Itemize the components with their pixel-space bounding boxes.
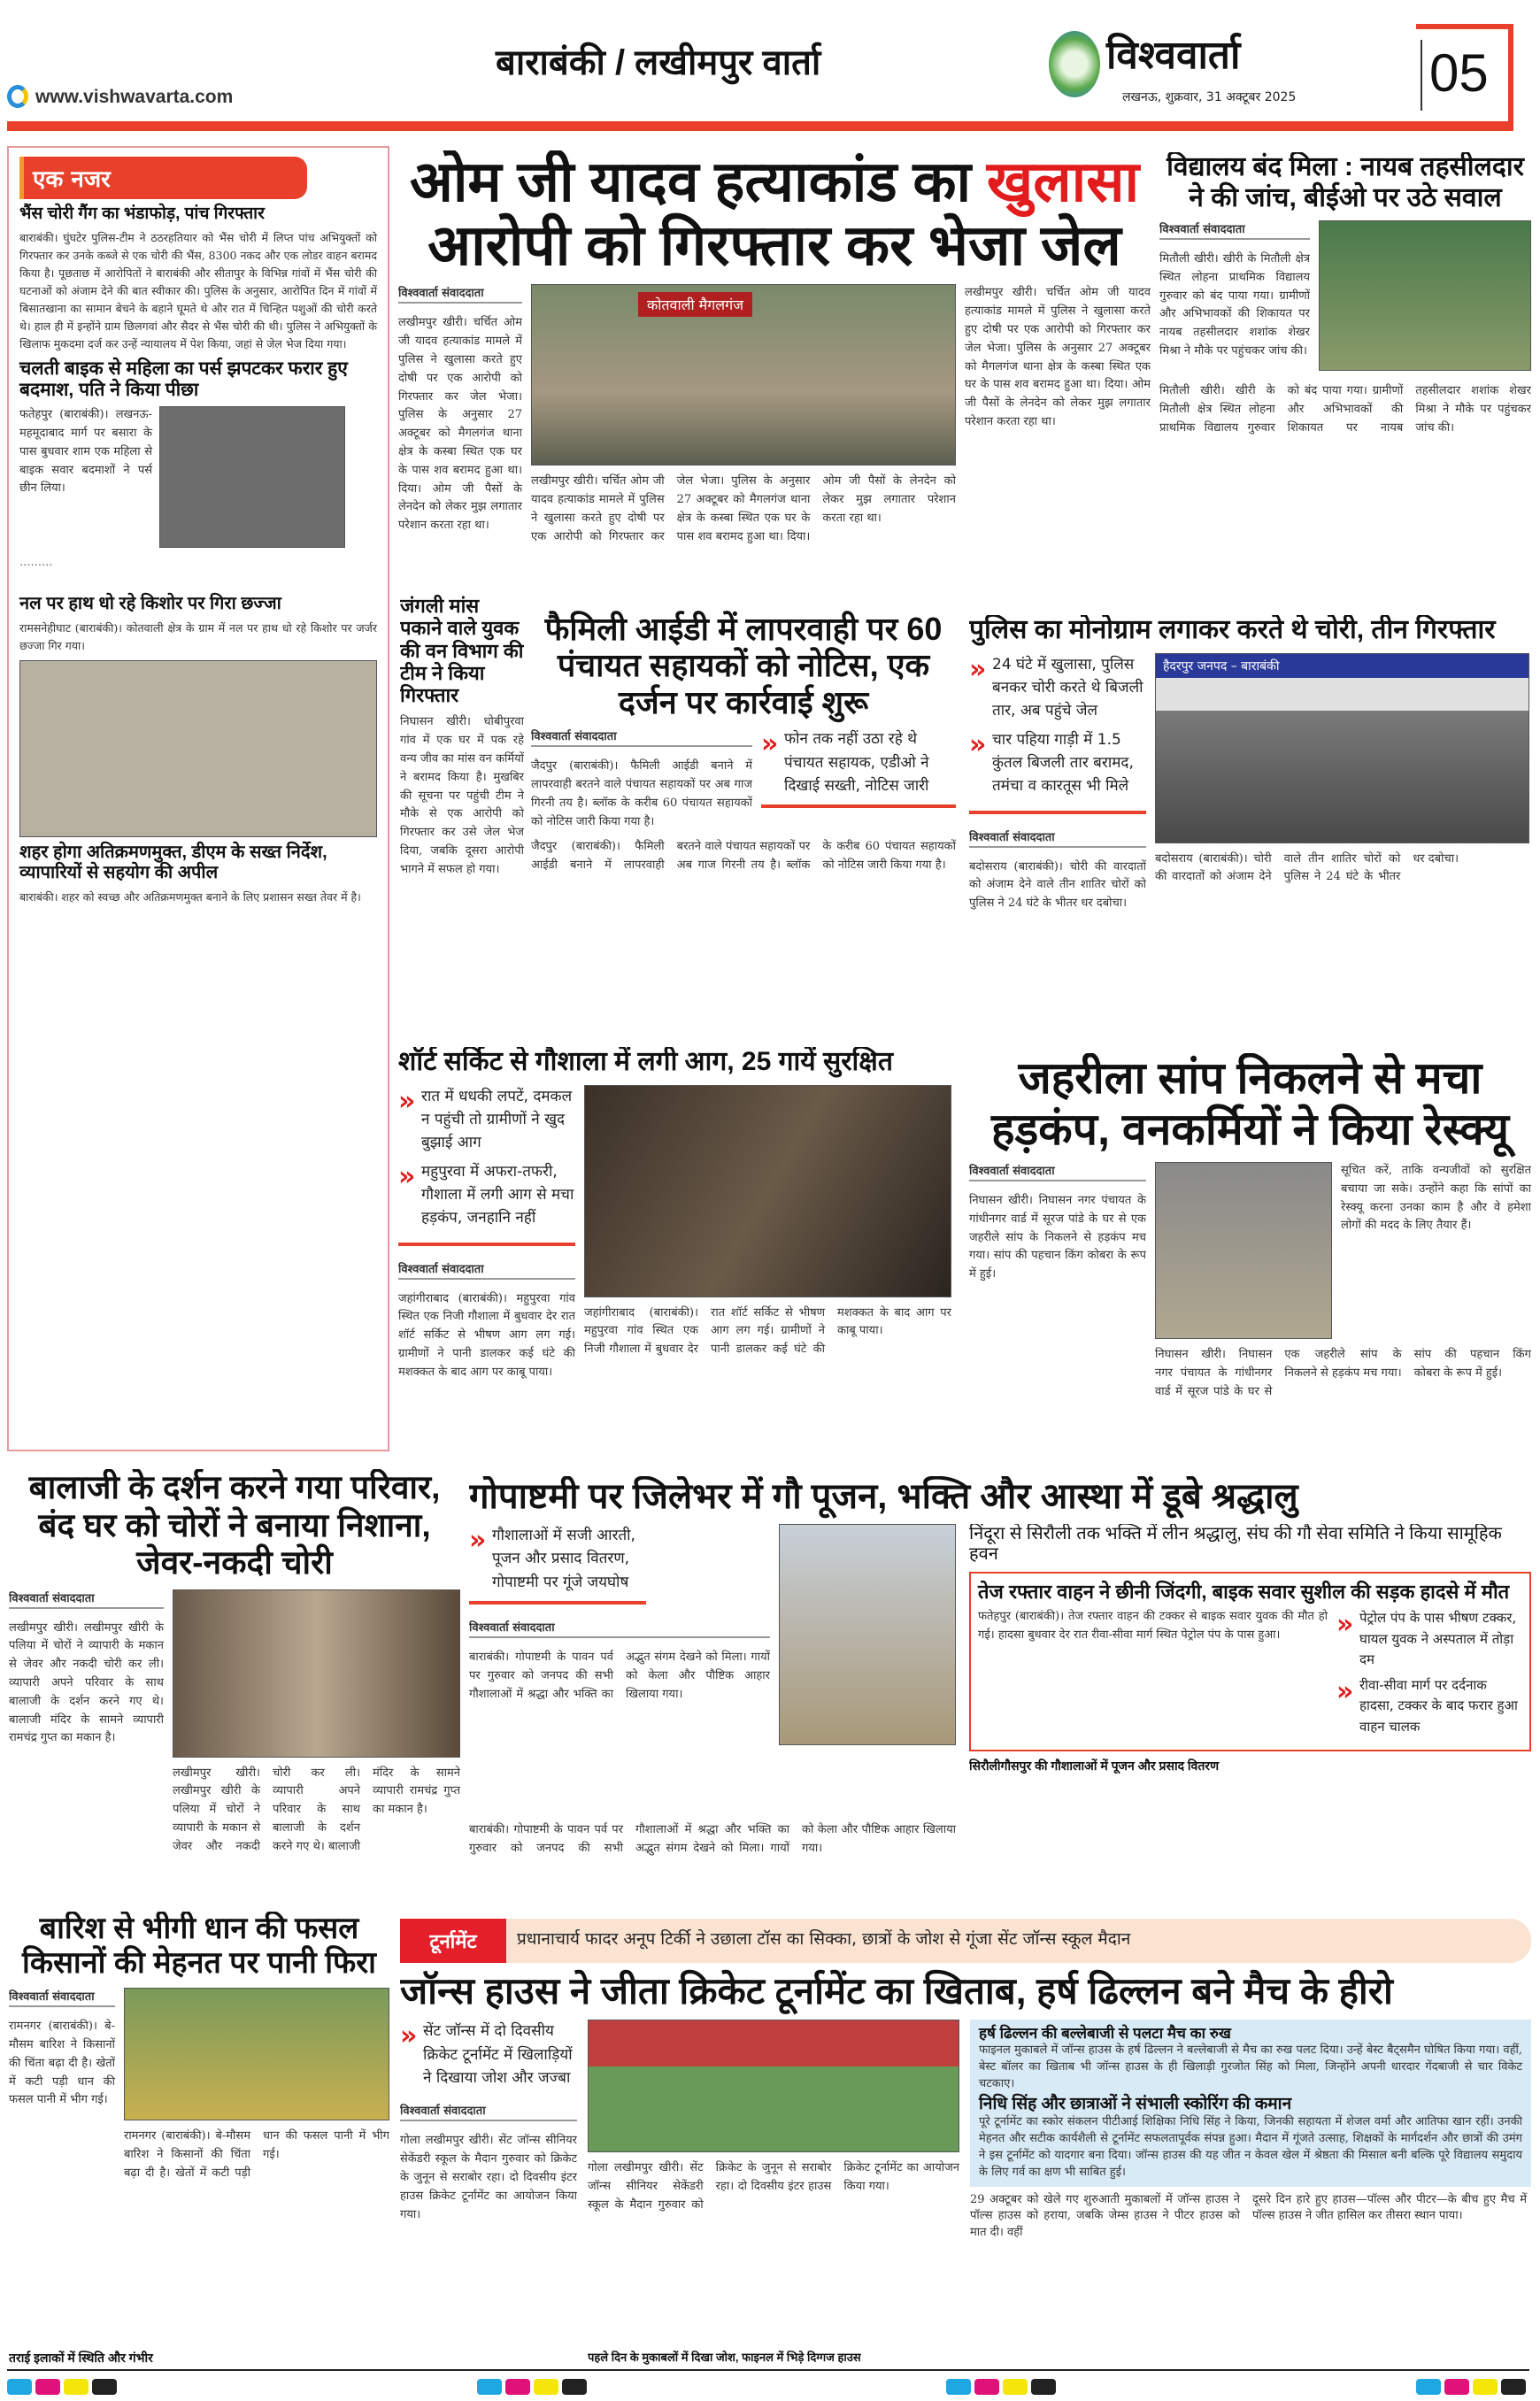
registration-marks	[7, 2379, 1529, 2398]
accident-subhead: सिरौलीगौसपुर की गौशालाओं में पूजन और प्रसाद वितरण	[969, 1758, 1220, 1773]
byline: विश्ववार्ता संवाददाता	[398, 1260, 575, 1280]
color-bar-icon	[477, 2379, 590, 2398]
jungle-story	[400, 595, 524, 1037]
brand-name: विश्ववार्ता	[1106, 34, 1241, 77]
accident-bullet: » पेट्रोल पंप के पास भीषण टक्कर, घायल युवक ने अस्पताल में तोड़ा दम	[1336, 1608, 1518, 1670]
browser-icon	[7, 85, 28, 108]
accident-bullets	[1336, 1608, 1518, 1743]
monogram-body: बदोसराय (बाराबंकी)। चोरी की वारदातों को अंजाम देने वाले तीन शातिर चोरों को पुलिस ने 24 घंटे के भीतर धर दबोचा।	[969, 859, 1146, 911]
balaji-story	[9, 1469, 460, 1883]
snake-body: निघासन खीरी। निघासन नगर पंचायत के गांधीनगर वार्ड में सूरज पांडे के घर से एक जहरीले सांप के निकलने से हड़कंप मच गया। सांप की पहचान किंग कोबरा के रूप में हुई।	[969, 1194, 1146, 1281]
sidebar-story-body: रामसनेहीघाट (बाराबंकी)। कोतवाली क्षेत्र के ग्राम में नल पर हाथ धो रहे किशोर पर जर्जर छज्जा गिर गया।	[19, 621, 377, 653]
gopashtami-story	[469, 1476, 1531, 1883]
snake-story	[969, 1053, 1531, 1451]
photo-banner: हैदरपुर जनपद – बाराबंकी	[1156, 654, 1528, 678]
page-number-frame	[1416, 24, 1513, 121]
snake-headline[interactable]: जहरीला सांप निकलने से मचा हड़कंप, वनकर्मियों ने किया रेस्क्यू	[990, 1053, 1509, 1154]
lead-headline-highlight: खुलासा	[986, 150, 1140, 213]
gopashtami-body: बाराबंकी। गोपाष्टमी के पावन पर्व पर गुरुवार को जनपद की सभी गौशालाओं में श्रद्धा और भक्ति का अद्भुत संगम देखने को मिला। गायों को केला और पौष्टिक आहार खिलाया गया।	[469, 1651, 770, 1701]
tournament-highlight-box	[970, 2020, 1531, 2186]
box-heading: हर्ष ढिल्लन की बल्लेबाजी से पलटा मैच का रुख	[979, 2025, 1231, 2043]
school-headline[interactable]: विद्यालय बंद मिला : नायब तहसीलदार ने की जांच, बीईओ पर उठे सवाल	[1167, 152, 1524, 212]
tournament-subhead: पहले दिन के मुकाबलों में दिखा जोश, फाइनल में भिड़े दिग्गज हाउस	[588, 2351, 861, 2365]
family-id-headline[interactable]: फैमिली आईडी में लापरवाही पर 60 पंचायत सहायकों को नोटिस, एक दर्जन पर कार्रवाई शुरू	[544, 611, 943, 720]
byline: विश्ववार्ता संवाददाता	[400, 2102, 577, 2121]
school-intro	[1159, 220, 1310, 375]
gopashtami-bullet: » गौशालाओं में सजी आरती, पूजन और प्रसाद वितरण, गोपाष्टमी पर गूंजे जयघोष	[469, 1524, 646, 1605]
tournament-headline[interactable]: जॉन्स हाउस ने जीता क्रिकेट टूर्नामेंट का खिताब, हर्ष ढिल्लन बने मैच के हीरो	[400, 1970, 1393, 2012]
tournament-story	[400, 1919, 1531, 2365]
goshala-fire-photo	[584, 1085, 951, 1297]
monogram-bullets	[969, 653, 1146, 814]
monogram-story	[969, 615, 1531, 1035]
lead-body: लखीमपुर खीरी। चर्चित ओम जी यादव हत्याकांड मामले में पुलिस ने खुलासा करते हुए दोषी पर एक आरोपी को गिरफ्तार कर जेल भेजा। पुलिस के अनुसार 27 अक्टूबर को मैगलगंज थाना क्षेत्र के कस्बा स्थित एक घर के पास शव बरामद हुआ था। दिया। ओम जी पैसों के लेनदेन को लेकर मुझ लगातार परेशान करता रहा था।	[398, 316, 522, 533]
sidebar-story-body: बाराबंकी। घुंघटेर पुलिस-टीम ने ठठरहतियार को भैंस चोरी में लिप्त पांच अभियुक्तों को गिरफ्तार कर उनके कब्जे से एक चोरी की भैंस, 8300 नकद और एक लोडर वाहन बरामद किया है। पूछताछ में आरोपितों ने बाराबंकी और सीतापुर के विभिन्न गांवों में भैंस चोरी की घटनाओं को अंजाम देने की बात स्वीकार की। पुलिस के अनुसार, आरोपित दिन में गांवों में बिसातखाना का सामान बेचने के बहाने घूमते थे और रात में चिन्हित पशुओं की चोरी करते थे। हाल ही में इन्होंने ग्राम छिलगवां और सैदर से भैंस चोरी की थी। पुलिस ने अभियुक्तों के खिलाफ मुकदमा दर्ज कर उन्हें न्यायालय में पेश किया, जहां से जेल भेज दिया गया।	[19, 230, 377, 350]
goshala-story	[398, 1047, 960, 1450]
tournament-end-col2: दूसरे दिन हारे हुए हाउस—पॉल्स और पीटर—के बीच हुए मैच में पॉल्स हाउस ने जीत हासिल कर तीसरा स्थान पाया।	[1252, 2192, 1527, 2223]
lead-photo	[531, 284, 956, 466]
dateline: लखनऊ, शुक्रवार, 31 अक्टूबर 2025	[1122, 90, 1297, 104]
monogram-body-lower: बदोसराय (बाराबंकी)। चोरी की वारदातों को अंजाम देने वाले तीन शातिर चोरों को पुलिस ने 24 घंटे के भीतर धर दबोचा।	[1155, 851, 1459, 884]
byline: विश्ववार्ता संवाददाता	[969, 828, 1146, 848]
accident-headline[interactable]: तेज रफ्तार वाहन ने छीनी जिंदगी, बाइक सवार सुशील की सड़क हादसे में मौत	[978, 1581, 1510, 1603]
balaji-body: लखीमपुर खीरी। लखीमपुर खीरी के पलिया में चोरों ने व्यापारी के मकान से जेवर और नकदी चोरी कर ली। व्यापारी अपने परिवार के साथ बालाजी के दर्शन करने गए थे। बालाजी मंदिर के सामने व्यापारी रामचंद्र गुप्त का मकान है।	[9, 1620, 164, 1745]
goshala-bullet: » महुपुरवा में अफरा-तफरी, गौशाला में लगी आग से मचा हड़कंप, जनहानि नहीं	[398, 1160, 575, 1230]
paddy-footer: तराई इलाकों में स्थिति और गंभीर	[9, 2350, 153, 2365]
accident-box	[969, 1572, 1531, 1751]
balaji-body-lower: लखीमपुर खीरी। लखीमपुर खीरी के पलिया में चोरों ने व्यापारी के मकान से जेवर और नकदी चोरी कर ली। व्यापारी अपने परिवार के साथ बालाजी के दर्शन करने गए थे। बालाजी मंदिर के सामने व्यापारी रामचंद्र गुप्त का मकान है।	[173, 1766, 460, 1853]
snake-body-right: सूचित करें, ताकि वन्यजीवों को सुरक्षित बचाया जा सके। उन्होंने कहा कि सांपों का रेस्क्यू करना उनका काम है और वे हमेशा लोगों की मदद के लिए तैयार हैं।	[1341, 1164, 1531, 1233]
color-bar-icon	[1416, 2379, 1529, 2398]
gopashtami-subhead: निंदूरा से सिरौली तक भक्ति में लीन श्रद्धालु, संघ की गौ सेवा समिति ने किया सामूहिक हवन	[969, 1524, 1502, 1564]
sidebar-photo	[19, 660, 377, 837]
paddy-photo	[124, 1988, 389, 2120]
gopashtami-body-lower: बाराबंकी। गोपाष्टमी के पावन पर्व पर गुरुवार को जनपद की सभी गौशालाओं में श्रद्धा और भक्ति का अद्भुत संगम देखने को मिला। गायों को केला और पौष्टिक आहार खिलाया गया।	[469, 1823, 956, 1855]
goshala-bullets	[398, 1085, 575, 1246]
sidebar-at-a-glance	[7, 146, 389, 1451]
box-para: पूरे टूर्नामेंट का स्कोर संकलन पीटीआई शिक्षिका निधि सिंह ने किया, जिनकी सहायता में शेजल वर्मा और आतिफा खान रहीं। उनकी मेहनत और सटीक कार्यशैली से टूर्नामेंट सफलतापूर्वक संपन्न हुआ। मैदान में गूंजते उत्साह, शिक्षकों के मार्गदर्शन और छात्रों की उमंग ने इस टूर्नामेंट को यादगार बना दिया। जॉन्स हाउस की यह जीत न केवल खेल में श्रेष्ठता की मिसाल बनी बल्कि पूरे विद्यालय समुदाय के लिए गर्व का क्षण भी साबित हुई।	[979, 2115, 1522, 2179]
lead-body-right: लखीमपुर खीरी। चर्चित ओम जी यादव हत्याकांड मामले में पुलिस ने खुलासा करते हुए दोषी पर एक आरोपी को गिरफ्तार कर जेल भेजा। पुलिस के अनुसार 27 अक्टूबर को मैगलगंज थाना क्षेत्र के कस्बा स्थित एक घर के पास शव बरामद हुआ था। दिया। ओम जी पैसों के लेनदेन को लेकर मुझ लगातार परेशान करता रहा था।	[965, 286, 1151, 428]
monogram-bullet: » 24 घंटे में खुलासा, पुलिस बनकर चोरी करते थे बिजली तार, अब पहुंचे जेल	[969, 653, 1146, 723]
tournament-tag: टूर्नामेंट	[400, 1919, 506, 1963]
tournament-end-col1: 29 अक्टूबर को खेले गए शुरुआती मुकाबलों में जॉन्स हाउस ने पॉल्स हाउस को हराया, जबकि जेम्स हाउस ने पीटर हाउस को मात दी। वहीं	[970, 2192, 1240, 2240]
jungle-body: निघासन खीरी। धोबीपुरवा गांव में एक घर में पक रहे वन्य जीव का मांस वन कर्मियों ने बरामद किया है। मुखबिर की सूचना पर पहुंची टीम ने मौके से एक आरोपी को गिरफ्तार कर उसे जेल भेज दिया, जबकि दूसरा आरोपी भागने में सफल हो गया।	[400, 715, 524, 876]
byline: विश्ववार्ता संवाददाता	[469, 1619, 770, 1638]
accident-bullet: » रीवा-सीवा मार्ग पर दर्दनाक हादसा, टक्कर के बाद फरार हुआ वाहन चालक	[1336, 1675, 1518, 1737]
family-id-left	[531, 727, 752, 831]
masthead	[0, 0, 1540, 133]
bottom-rule	[7, 2369, 1529, 2371]
cricket-photo	[588, 2020, 959, 2152]
brand-logo-icon	[1049, 31, 1100, 97]
sidebar-label: एक नजर	[19, 157, 307, 199]
school-photo	[1319, 220, 1531, 371]
section-title: बाराबंकी / लखीमपुर वार्ता	[496, 43, 821, 82]
sidebar-story-title[interactable]: चलती बाइक से महिला का पर्स झपटकर फरार हुए बदमाश, पति ने किया पीछा	[19, 358, 348, 400]
paddy-body-lower: रामनगर (बाराबंकी)। बे-मौसम बारिश ने किसानों की चिंता बढ़ा दी है। खेतों में कटी पड़ी धान की फसल पानी में भीग गई।	[124, 2129, 389, 2180]
page-number: 05	[1429, 43, 1489, 103]
gopashtami-headline[interactable]: गोपाष्टमी पर जिलेभर में गौ पूजन, भक्ति और आस्था में डूबे श्रद्धालु	[469, 1477, 1298, 1516]
paddy-col	[9, 1988, 115, 2343]
color-bar-icon	[7, 2379, 120, 2398]
cctv-photo	[159, 406, 345, 548]
byline: विश्ववार्ता संवाददाता	[9, 1988, 115, 2007]
balaji-col	[9, 1589, 164, 1883]
tournament-bullet: » सेंट जॉन्स में दो दिवसीय क्रिकेट टूर्नामेंट में खिलाड़ियों ने दिखाया जोश और जज्बा	[400, 2020, 577, 2089]
family-id-story	[531, 611, 956, 1035]
byline: विश्ववार्ता संवाददाता	[1159, 220, 1310, 240]
tournament-body: गोला लखीमपुर खीरी। सेंट जॉन्स सीनियर सेकेंडरी स्कूल के मैदान गुरुवार को क्रिकेट के जुनून से सराबोर रहा। दो दिवसीय इंटर हाउस क्रिकेट टूर्नामेंट का आयोजन किया गया।	[400, 2134, 577, 2221]
lead-body-lower: लखीमपुर खीरी। चर्चित ओम जी यादव हत्याकांड मामले में पुलिस ने खुलासा करते हुए दोषी पर एक आरोपी को गिरफ्तार कर जेल भेजा। पुलिस के अनुसार 27 अक्टूबर को मैगलगंज थाना क्षेत्र के कस्बा स्थित एक घर के पास शव बरामद हुआ था। दिया। ओम जी पैसों के लेनदेन को लेकर मुझ लगातार परेशान करता रहा था।	[531, 474, 956, 543]
goshala-headline[interactable]: शॉर्ट सर्किट से गौशाला में लगी आग, 25 गायें सुरक्षित	[398, 1047, 893, 1076]
jungle-headline[interactable]: जंगली मांस पकाने वाले युवक की वन विभाग की टीम ने किया गिरफ्तार	[400, 595, 524, 707]
website-url[interactable]: www.vishwavarta.com	[35, 87, 234, 107]
lead-headline-line2: आरोपी को गिरफ्तार कर भेजा जेल	[427, 212, 1121, 277]
monogram-bullet: » चार पहिया गाड़ी में 1.5 कुंतल बिजली तार बरामद, तमंचा व कारतूस भी मिले	[969, 728, 1146, 798]
goshala-bullet: » रात में धधकी लपटें, दमकल न पहुंची तो ग्रामीणों ने खुद बुझाई आग	[398, 1085, 575, 1155]
goshala-body-lower: जहांगीराबाद (बाराबंकी)। महुपुरवा गांव स्थित एक निजी गौशाला में बुधवार देर रात शॉर्ट सर्किट से भीषण आग लग गई। ग्रामीणों ने पानी डालकर कई घंटे की मशक्कत के बाद आग पर काबू पाया।	[584, 1305, 951, 1357]
paddy-story	[9, 1912, 389, 2365]
sidebar-story-title[interactable]: नल पर हाथ धो रहे किशोर पर गिरा छज्जा	[19, 594, 281, 614]
tournament-kicker: प्रधानाचार्य फादर अनूप टिर्की ने उछाला टॉस का सिक्का, छात्रों के जोश से गूंजा सेंट जॉन्स स्कूल मैदान	[517, 1929, 1131, 1949]
cow-worship-photo	[779, 1524, 956, 1745]
balaji-photo	[173, 1589, 460, 1758]
lead-headline[interactable]	[398, 150, 1151, 277]
tournament-kicker-bar	[400, 1919, 1531, 1963]
byline: विश्ववार्ता संवाददाता	[969, 1162, 1146, 1181]
family-id-body: जैदपुर (बाराबंकी)। फैमिली आईडी बनाने में लापरवाही बरतने वाले पंचायत सहायकों पर अब गाज गिरनी तय है। ब्लॉक के करीब 60 पंचायत सहायकों को नोटिस जारी किया गया है।	[531, 759, 752, 828]
family-id-bullet: » फोन तक नहीं उठा रहे थे पंचायत सहायक, एडीओ ने दिखाई सख्ती, नोटिस जारी	[761, 727, 956, 808]
tournament-body-lower: गोला लखीमपुर खीरी। सेंट जॉन्स सीनियर सेकेंडरी स्कूल के मैदान गुरुवार को क्रिकेट के जुनून से सराबोर रहा। दो दिवसीय इंटर हाउस क्रिकेट टूर्नामेंट का आयोजन किया गया।	[588, 2161, 959, 2212]
school-body-lower: मितौली खीरी। खीरी के मितौली क्षेत्र स्थित लोहना प्राथमिक विद्यालय गुरुवार को बंद पाया गया। ग्रामीणों और अभिभावकों की शिकायत पर नायब तहसीलदार शशांक शेखर मिश्रा ने मौके पर पहुंचकर जांच की।	[1159, 384, 1531, 435]
sidebar-story-title[interactable]: शहर होगा अतिक्रमणमुक्त, डीएम के सख्त निर्देश, व्यापारियों से सहयोग की अपील	[19, 843, 327, 883]
byline: विश्ववार्ता संवाददाता	[531, 727, 752, 747]
header-rule	[7, 121, 1513, 131]
byline: विश्ववार्ता संवाददाता	[398, 284, 522, 304]
lead-headline-part1: ओम जी यादव हत्याकांड का	[409, 150, 987, 213]
monogram-photo	[1155, 653, 1529, 843]
sidebar-story-body: बाराबंकी। शहर को स्वच्छ और अतिक्रमणमुक्त बनाने के लिए प्रशासन सख्त तेवर में है।	[19, 890, 361, 904]
color-bar-icon	[946, 2379, 1059, 2398]
sidebar-story-body-cont: ………	[19, 555, 53, 569]
sidebar-story-title[interactable]: भैंस चोरी गैंग का भंडाफोड़, पांच गिरफ्तार	[19, 204, 265, 223]
family-id-body-lower: जैदपुर (बाराबंकी)। फैमिली आईडी बनाने में लापरवाही बरतने वाले पंचायत सहायकों पर अब गाज गिरनी तय है। ब्लॉक के करीब 60 पंचायत सहायकों को नोटिस जारी किया गया है।	[531, 840, 956, 873]
school-story	[1159, 152, 1531, 584]
school-body: मितौली खीरी। खीरी के मितौली क्षेत्र स्थित लोहना प्राथमिक विद्यालय गुरुवार को बंद पाया गया। ग्रामीणों और अभिभावकों की शिकायत पर नायब तहसीलदार शशांक शेखर मिश्रा ने मौके पर पहुंचकर जांच की।	[1159, 252, 1310, 358]
lead-col1	[398, 284, 522, 584]
balaji-headline[interactable]: बालाजी के दर्शन करने गया परिवार, बंद घर को चोरों ने बनाया निशाना, जेवर-नकदी चोरी	[28, 1469, 441, 1581]
box-para: फाइनल मुकाबले में जॉन्स हाउस के हर्ष ढिल्लन ने बल्लेबाजी से मैच का रुख पलट दिया। उन्हें बेस्ट बैट्समैन घोषित किया गया। वहीं, बेस्ट बॉलर का खिताब भी जॉन्स हाउस के ही खिलाड़ी गुरजोत सिंह को मिला, जिन्होंने अपनी धारदार गेंदबाजी से चार विकेट चटकाए।	[979, 2043, 1522, 2090]
snake-photo	[1155, 1162, 1332, 1339]
box-heading: निधि सिंह और छात्राओं ने संभाली स्कोरिंग की कमान	[979, 2095, 1292, 2114]
sidebar-story-body: फतेहपुर (बाराबंकी)। लखनऊ-महमूदाबाद मार्ग पर बसारा के पास बुधवार शाम एक महिला से बाइक सवार बदमाशों ने पर्स छीन लिया।	[19, 408, 152, 496]
byline: विश्ववार्ता संवाददाता	[9, 1589, 164, 1609]
police-station-sign: कोतवाली मैगलगंज	[638, 292, 752, 317]
goshala-body: जहांगीराबाद (बाराबंकी)। महुपुरवा गांव स्थित एक निजी गौशाला में बुधवार देर रात शॉर्ट सर्किट से भीषण आग लग गई। ग्रामीणों ने पानी डालकर कई घंटे की मशक्कत के बाद आग पर काबू पाया।	[398, 1291, 575, 1379]
accident-body: फतेहपुर (बाराबंकी)। तेज रफ्तार वाहन की टक्कर से बाइक सवार युवक की मौत हो गई। हादसा बुधवार देर रात रीवा-सीवा मार्ग स्थित पेट्रोल पंप के पास हुआ।	[978, 1610, 1328, 1643]
snake-body-lower: निघासन खीरी। निघासन नगर पंचायत के गांधीनगर वार्ड में सूरज पांडे के घर से एक जहरीले सांप के निकलने से हड़कंप मच गया। सांप की पहचान किंग कोबरा के रूप में हुई।	[1155, 1348, 1531, 1398]
lead-story	[398, 150, 1151, 584]
paddy-headline[interactable]: बारिश से भीगी धान की फसल किसानों की मेहनत पर पानी फिरा	[22, 1912, 376, 1981]
monogram-headline[interactable]: पुलिस का मोनोग्राम लगाकर करते थे चोरी, तीन गिरफ्तार	[969, 615, 1496, 644]
paddy-body: रामनगर (बाराबंकी)। बे-मौसम बारिश ने किसानों की चिंता बढ़ा दी है। खेतों में कटी पड़ी धान की फसल पानी में भीग गई।	[9, 2020, 115, 2107]
